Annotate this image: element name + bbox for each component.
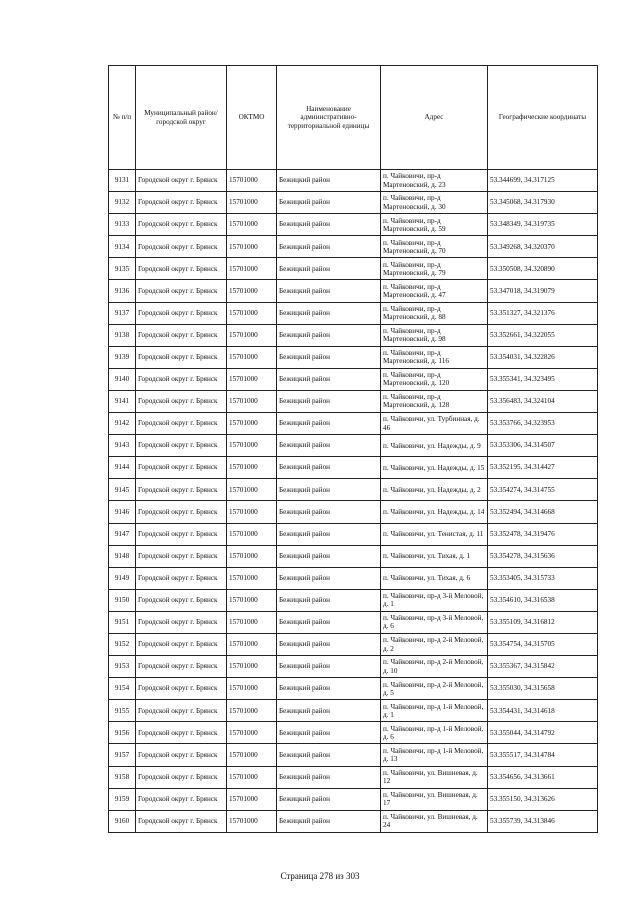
table-row: [109, 722, 598, 744]
municipality-cell: Городской округ г. Брянск: [136, 700, 227, 722]
admin-unit-cell: Бежицкий район: [277, 435, 381, 457]
table-row: [109, 170, 598, 192]
municipality-cell: Городской округ г. Брянск: [136, 390, 227, 412]
coordinates-cell: 53.353766, 34.323953: [488, 413, 598, 435]
coordinates-cell: 53.353405, 34.315733: [488, 567, 598, 589]
municipality-cell: Городской округ г. Брянск: [136, 192, 227, 214]
oktmo-cell: 15701000: [227, 523, 277, 545]
oktmo-cell: 15701000: [227, 258, 277, 280]
coordinates-cell: 53.355367, 34.315842: [488, 656, 598, 678]
municipality-cell: Городской округ г. Брянск: [136, 545, 227, 567]
admin-unit-cell: Бежицкий район: [277, 214, 381, 236]
oktmo-cell: 15701000: [227, 457, 277, 479]
coordinates-cell: 53.353306, 34.314507: [488, 435, 598, 457]
municipality-cell: Городской округ г. Брянск: [136, 479, 227, 501]
address-cell: п. Чайковичи, пр-д 1-й Меловой, д. 6: [381, 722, 488, 744]
municipality-cell: Городской округ г. Брянск: [136, 170, 227, 192]
oktmo-cell: 15701000: [227, 810, 277, 832]
address-cell: п. Чайковичи, ул. Надежды, д. 14: [381, 501, 488, 523]
page-number: Страница 278 из 303: [280, 871, 360, 881]
oktmo-cell: 15701000: [227, 435, 277, 457]
row-number: 9141: [109, 390, 136, 412]
address-cell: п. Чайковичи, пр-д Мартеновский, д. 98: [381, 324, 488, 346]
admin-unit-cell: Бежицкий район: [277, 280, 381, 302]
admin-unit-cell: Бежицкий район: [277, 523, 381, 545]
coordinates-cell: 53.354274, 34.314755: [488, 479, 598, 501]
row-number: 9147: [109, 523, 136, 545]
oktmo-cell: 15701000: [227, 324, 277, 346]
row-number: 9156: [109, 722, 136, 744]
municipality-cell: Городской округ г. Брянск: [136, 810, 227, 832]
coordinates-cell: 53.354754, 34.315705: [488, 633, 598, 655]
address-cell: п. Чайковичи, пр-д Мартеновский, д. 128: [381, 390, 488, 412]
header-row: [109, 66, 598, 170]
row-number: 9148: [109, 545, 136, 567]
coordinates-cell: 53.354656, 34.313661: [488, 766, 598, 788]
row-number: 9132: [109, 192, 136, 214]
header-oktmo: ОКТМО: [227, 66, 277, 170]
table-row: [109, 700, 598, 722]
table-row: [109, 523, 598, 545]
admin-unit-cell: Бежицкий район: [277, 810, 381, 832]
table-row: [109, 633, 598, 655]
coordinates-cell: 53.352478, 34.319476: [488, 523, 598, 545]
oktmo-cell: 15701000: [227, 744, 277, 766]
oktmo-cell: 15701000: [227, 545, 277, 567]
table-row: [109, 589, 598, 611]
header-address: Адрес: [381, 66, 488, 170]
table-row: [109, 324, 598, 346]
coordinates-cell: 53.348349, 34.319735: [488, 214, 598, 236]
table-row: [109, 236, 598, 258]
row-number: 9154: [109, 678, 136, 700]
address-cell: п. Чайковичи, пр-д 2-й Меловой, д. 2: [381, 633, 488, 655]
row-number: 9146: [109, 501, 136, 523]
oktmo-cell: 15701000: [227, 501, 277, 523]
row-number: 9142: [109, 413, 136, 435]
admin-unit-cell: Бежицкий район: [277, 788, 381, 810]
address-cell: п. Чайковичи, пр-д 1-й Меловой, д. 1: [381, 700, 488, 722]
municipality-cell: Городской округ г. Брянск: [136, 567, 227, 589]
row-number: 9155: [109, 700, 136, 722]
address-cell: п. Чайковичи, ул. Вишневая, д. 12: [381, 766, 488, 788]
coordinates-cell: 53.355044, 34.314792: [488, 722, 598, 744]
table-row: [109, 302, 598, 324]
row-number: 9159: [109, 788, 136, 810]
addresses-table: [108, 65, 598, 833]
row-number: 9152: [109, 633, 136, 655]
admin-unit-cell: Бежицкий район: [277, 633, 381, 655]
coordinates-cell: 53.355517, 34.314784: [488, 744, 598, 766]
admin-unit-cell: Бежицкий район: [277, 346, 381, 368]
table-row: [109, 678, 598, 700]
oktmo-cell: 15701000: [227, 633, 277, 655]
oktmo-cell: 15701000: [227, 236, 277, 258]
oktmo-cell: 15701000: [227, 589, 277, 611]
admin-unit-cell: Бежицкий район: [277, 236, 381, 258]
oktmo-cell: 15701000: [227, 192, 277, 214]
municipality-cell: Городской округ г. Брянск: [136, 611, 227, 633]
admin-unit-cell: Бежицкий район: [277, 656, 381, 678]
coordinates-cell: 53.354431, 34.314618: [488, 700, 598, 722]
header-coordinates: Географические координаты: [488, 66, 598, 170]
row-number: 9135: [109, 258, 136, 280]
coordinates-cell: 53.355030, 34.315658: [488, 678, 598, 700]
address-cell: п. Чайковичи, ул. Тенистая, д. 11: [381, 523, 488, 545]
address-cell: п. Чайковичи, пр-д 3-й Меловой, д. 6: [381, 611, 488, 633]
admin-unit-cell: Бежицкий район: [277, 545, 381, 567]
admin-unit-cell: Бежицкий район: [277, 302, 381, 324]
row-number: 9153: [109, 656, 136, 678]
row-number: 9136: [109, 280, 136, 302]
row-number: 9157: [109, 744, 136, 766]
oktmo-cell: 15701000: [227, 611, 277, 633]
address-cell: п. Чайковичи, пр-д 2-й Меловой, д. 10: [381, 656, 488, 678]
municipality-cell: Городской округ г. Брянск: [136, 258, 227, 280]
oktmo-cell: 15701000: [227, 722, 277, 744]
row-number: 9149: [109, 567, 136, 589]
header-number: № п/п: [109, 66, 136, 170]
row-number: 9144: [109, 457, 136, 479]
oktmo-cell: 15701000: [227, 346, 277, 368]
admin-unit-cell: Бежицкий район: [277, 722, 381, 744]
table-row: [109, 611, 598, 633]
coordinates-cell: 53.345068, 34.317930: [488, 192, 598, 214]
admin-unit-cell: Бежицкий район: [277, 611, 381, 633]
oktmo-cell: 15701000: [227, 390, 277, 412]
coordinates-cell: 53.354610, 34.316538: [488, 589, 598, 611]
coordinates-cell: 53.347018, 34.319079: [488, 280, 598, 302]
admin-unit-cell: Бежицкий район: [277, 744, 381, 766]
municipality-cell: Городской округ г. Брянск: [136, 324, 227, 346]
table-row: [109, 810, 598, 832]
municipality-cell: Городской округ г. Брянск: [136, 435, 227, 457]
municipality-cell: Городской округ г. Брянск: [136, 589, 227, 611]
address-cell: п. Чайковичи, пр-д Мартеновский, д. 23: [381, 170, 488, 192]
oktmo-cell: 15701000: [227, 479, 277, 501]
coordinates-cell: 53.351327, 34.321376: [488, 302, 598, 324]
row-number: 9145: [109, 479, 136, 501]
address-cell: п. Чайковичи, ул. Вишневая, д. 24: [381, 810, 488, 832]
row-number: 9138: [109, 324, 136, 346]
admin-unit-cell: Бежицкий район: [277, 567, 381, 589]
oktmo-cell: 15701000: [227, 788, 277, 810]
oktmo-cell: 15701000: [227, 413, 277, 435]
coordinates-cell: 53.352195, 34.314427: [488, 457, 598, 479]
admin-unit-cell: Бежицкий район: [277, 700, 381, 722]
table-body: [109, 170, 598, 833]
table-row: [109, 479, 598, 501]
table-row: [109, 766, 598, 788]
admin-unit-cell: Бежицкий район: [277, 390, 381, 412]
coordinates-cell: 53.355341, 34.323495: [488, 368, 598, 390]
coordinates-cell: 53.344699, 34.317125: [488, 170, 598, 192]
table-row: [109, 214, 598, 236]
municipality-cell: Городской округ г. Брянск: [136, 501, 227, 523]
table-row: [109, 368, 598, 390]
oktmo-cell: 15701000: [227, 678, 277, 700]
oktmo-cell: 15701000: [227, 700, 277, 722]
table-row: [109, 656, 598, 678]
row-number: 9131: [109, 170, 136, 192]
table-header: [109, 66, 598, 170]
oktmo-cell: 15701000: [227, 368, 277, 390]
admin-unit-cell: Бежицкий район: [277, 170, 381, 192]
admin-unit-cell: Бежицкий район: [277, 501, 381, 523]
address-cell: п. Чайковичи, пр-д 1-й Меловой, д. 13: [381, 744, 488, 766]
admin-unit-cell: Бежицкий район: [277, 413, 381, 435]
address-cell: п. Чайковичи, пр-д Мартеновский, д. 116: [381, 346, 488, 368]
admin-unit-cell: Бежицкий район: [277, 192, 381, 214]
address-cell: п. Чайковичи, пр-д Мартеновский, д. 70: [381, 236, 488, 258]
address-cell: п. Чайковичи, ул. Турбинная, д. 46: [381, 413, 488, 435]
municipality-cell: Городской округ г. Брянск: [136, 346, 227, 368]
table-row: [109, 567, 598, 589]
address-cell: п. Чайковичи, пр-д 2-й Меловой, д. 5: [381, 678, 488, 700]
table-row: [109, 390, 598, 412]
admin-unit-cell: Бежицкий район: [277, 678, 381, 700]
row-number: 9158: [109, 766, 136, 788]
municipality-cell: Городской округ г. Брянск: [136, 633, 227, 655]
table-row: [109, 744, 598, 766]
table-row: [109, 192, 598, 214]
admin-unit-cell: Бежицкий район: [277, 324, 381, 346]
admin-unit-cell: Бежицкий район: [277, 589, 381, 611]
address-cell: п. Чайковичи, ул. Надежды, д. 9: [381, 435, 488, 457]
municipality-cell: Городской округ г. Брянск: [136, 722, 227, 744]
coordinates-cell: 53.356483, 34.324104: [488, 390, 598, 412]
address-cell: п. Чайковичи, пр-д Мартеновский, д. 120: [381, 368, 488, 390]
municipality-cell: Городской округ г. Брянск: [136, 413, 227, 435]
coordinates-cell: 53.352494, 34.314668: [488, 501, 598, 523]
coordinates-cell: 53.355109, 34.316812: [488, 611, 598, 633]
table-row: [109, 788, 598, 810]
table-row: [109, 457, 598, 479]
header-admin-unit: Наименование административно-территориальной единицы: [277, 66, 381, 170]
address-cell: п. Чайковичи, пр-д Мартеновский, д. 79: [381, 258, 488, 280]
oktmo-cell: 15701000: [227, 766, 277, 788]
row-number: 9151: [109, 611, 136, 633]
address-cell: п. Чайковичи, пр-д Мартеновский, д. 88: [381, 302, 488, 324]
table-row: [109, 435, 598, 457]
coordinates-cell: 53.354278, 34.315636: [488, 545, 598, 567]
municipality-cell: Городской округ г. Брянск: [136, 656, 227, 678]
row-number: 9134: [109, 236, 136, 258]
row-number: 9137: [109, 302, 136, 324]
admin-unit-cell: Бежицкий район: [277, 766, 381, 788]
oktmo-cell: 15701000: [227, 302, 277, 324]
coordinates-cell: 53.355150, 34.313626: [488, 788, 598, 810]
row-number: 9150: [109, 589, 136, 611]
oktmo-cell: 15701000: [227, 567, 277, 589]
row-number: 9133: [109, 214, 136, 236]
address-cell: п. Чайковичи, пр-д Мартеновский, д. 30: [381, 192, 488, 214]
address-cell: п. Чайковичи, ул. Вишневая, д. 17: [381, 788, 488, 810]
coordinates-cell: 53.355739, 34.313846: [488, 810, 598, 832]
municipality-cell: Городской округ г. Брянск: [136, 457, 227, 479]
oktmo-cell: 15701000: [227, 280, 277, 302]
address-cell: п. Чайковичи, ул. Надежды, д. 2: [381, 479, 488, 501]
municipality-cell: Городской округ г. Брянск: [136, 368, 227, 390]
coordinates-cell: 53.352661, 34.322055: [488, 324, 598, 346]
admin-unit-cell: Бежицкий район: [277, 258, 381, 280]
row-number: 9143: [109, 435, 136, 457]
coordinates-cell: 53.354031, 34.322826: [488, 346, 598, 368]
header-municipality: Муниципальный район/городской округ: [136, 66, 227, 170]
municipality-cell: Городской округ г. Брянск: [136, 523, 227, 545]
table-row: [109, 280, 598, 302]
municipality-cell: Городской округ г. Брянск: [136, 280, 227, 302]
municipality-cell: Городской округ г. Брянск: [136, 214, 227, 236]
admin-unit-cell: Бежицкий район: [277, 479, 381, 501]
table-row: [109, 501, 598, 523]
oktmo-cell: 15701000: [227, 214, 277, 236]
address-cell: п. Чайковичи, ул. Тихая, д. 6: [381, 567, 488, 589]
table-row: [109, 258, 598, 280]
row-number: 9139: [109, 346, 136, 368]
address-cell: п. Чайковичи, пр-д Мартеновский, д. 59: [381, 214, 488, 236]
address-cell: п. Чайковичи, ул. Надежды, д. 15: [381, 457, 488, 479]
oktmo-cell: 15701000: [227, 170, 277, 192]
row-number: 9140: [109, 368, 136, 390]
municipality-cell: Городской округ г. Брянск: [136, 788, 227, 810]
admin-unit-cell: Бежицкий район: [277, 368, 381, 390]
admin-unit-cell: Бежицкий район: [277, 457, 381, 479]
municipality-cell: Городской округ г. Брянск: [136, 766, 227, 788]
table-row: [109, 346, 598, 368]
municipality-cell: Городской округ г. Брянск: [136, 678, 227, 700]
address-cell: п. Чайковичи, ул. Тихая, д. 1: [381, 545, 488, 567]
municipality-cell: Городской округ г. Брянск: [136, 236, 227, 258]
coordinates-cell: 53.350508, 34.320890: [488, 258, 598, 280]
address-cell: п. Чайковичи, пр-д Мартеновский, д. 47: [381, 280, 488, 302]
table-row: [109, 413, 598, 435]
table-row: [109, 545, 598, 567]
coordinates-cell: 53.349268, 34.320370: [488, 236, 598, 258]
municipality-cell: Городской округ г. Брянск: [136, 744, 227, 766]
address-cell: п. Чайковичи, пр-д 3-й Меловой, д. 1: [381, 589, 488, 611]
oktmo-cell: 15701000: [227, 656, 277, 678]
municipality-cell: Городской округ г. Брянск: [136, 302, 227, 324]
row-number: 9160: [109, 810, 136, 832]
